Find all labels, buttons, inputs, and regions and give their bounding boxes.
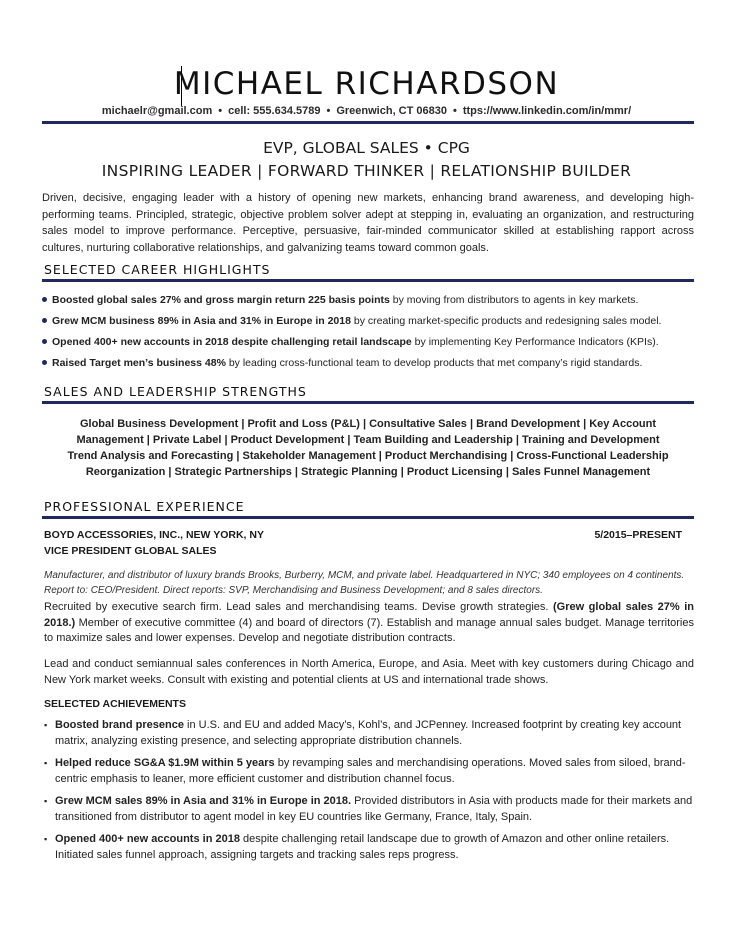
job-title: VICE PRESIDENT GLOBAL SALES [44,545,217,557]
employment-dates: 5/2015–PRESENT [594,529,682,541]
candidate-name: MICHAEL RICHARDSON [173,66,560,102]
strengths-line: Reorganization | Strategic Partnerships | Strategic Planning | Product Licensing | Sales Funnel Management [85,466,651,478]
company-name: BOYD ACCESSORIES, INC., NEW YORK, NY [44,529,264,541]
responsibilities-paragraph [44,600,694,647]
section-title-highlights: SELECTED CAREER HIGHLIGHTS [44,262,271,277]
bullet-icon [42,297,47,302]
achievement-bold: Opened 400+ new accounts in 2018 [55,833,240,845]
email-text: michaelr@gmail.com [101,105,213,117]
responsibilities-paragraph-2: Lead and conduct semiannual sales conferences in North America, Europe, and Asia. Meet with key customers during Chicago and New York market weeks. Consult with existing and potential clients at US and international trade shows. [44,658,694,686]
summary-paragraph: Driven, decisive, engaging leader with a history of opening new markets, enhancing brand awareness, and developing high-performing teams. Principled, strategic, objective problem solver adept at stepping in, evaluating an organization, and restructuring sales model to improve performance. Perceptive, persuasive, fair-minded communicator skilled at establishing rapport across cultures, nurturing collaborative relationships, and galvanizing teams toward common goals. [42,192,694,254]
highlight-bold: Raised Target men’s business 48% [52,357,226,369]
paragraph-text: Recruited by executive search firm. Lead sales and merchandising teams. Devise growth strategies. [44,601,553,613]
highlight-text: by creating market-specific products and redesigning sales model. [350,315,662,327]
bullet-icon: ▪ [44,834,48,844]
strengths-block [44,416,692,480]
achievement-bold: Helped reduce SG&A $1.9M within 5 years [55,757,275,769]
list-item [44,718,694,749]
linkedin-text: ttps://www.linkedin.com/in/mmr/ [462,105,632,117]
highlight-bold: Boosted global sales 27% and gross margin return 225 basis points [52,294,390,306]
paragraph-text: Member of executive committee (4) and board of directors (7). Establish and manage annual sales budget. Manage territories to maximize sales and lower expenses. Develop and negotiate distribution contracts. [44,616,694,644]
section-divider [42,279,694,282]
bullet-icon [42,360,47,365]
bullet-icon: ▪ [44,720,48,730]
achievements-title: SELECTED ACHIEVEMENTS [44,698,186,710]
separator: • [218,105,223,117]
bullet-icon [42,318,47,323]
achievement-text: by revamping sales and merchandising operations. Moved sales from siloed, brand-centric emphasis to leaner, more efficient customer and distribution channel focus. [55,757,686,785]
achievement-bold: Boosted brand presence [55,719,184,731]
bullet-icon: ▪ [44,758,48,768]
list-item [42,334,694,355]
section-title-experience: PROFESSIONAL EXPERIENCE [44,499,245,514]
list-item [42,313,694,334]
bullet-icon: ▪ [44,796,48,806]
headline-title: EVP, GLOBAL SALES • CPG [263,139,470,157]
headline-tagline: INSPIRING LEADER | FORWARD THINKER | RELATIONSHIP BUILDER [101,162,632,180]
highlight-bold: Opened 400+ new accounts in 2018 despite challenging retail landscape [52,336,412,348]
achievement-text: in U.S. and EU and added Macy’s, Kohl’s, and JCPenney. Increased footprint by creating key account matrix, analyzing existing presence, and selecting appropriate distribution channels. [55,719,682,747]
paragraph-bold: (Grew global sales 27% in 2018.) [44,601,694,629]
list-item [44,832,694,863]
list-item [44,794,694,825]
section-divider [42,516,694,519]
achievement-text: despite challenging retail landscape due to growth of Amazon and other online retailers. Initiated sales funnel approach, assigning targets and tracking sales reps progress. [55,833,670,861]
strengths-line: Global Business Development | Profit and Loss (P&L) | Consultative Sales | Brand Development | Key Account [79,418,657,430]
highlight-text: by leading cross-functional team to develop products that met company’s rigid standards. [225,357,643,369]
highlight-bold: Grew MCM business 89% in Asia and 31% in Europe in 2018 [52,315,351,327]
highlight-text: by implementing Key Performance Indicators (KPIs). [411,336,659,348]
separator: • [453,105,457,117]
achievements-list [44,718,694,870]
section-title-strengths: SALES AND LEADERSHIP STRENGTHS [44,384,307,399]
header-divider [42,121,694,124]
company-description: Manufacturer, and distributor of luxury brands Brooks, Burberry, MCM, and private label. Headquartered in NYC; 340 employees on 4 continents. Report to: CEO/President. Direct reports: SVP, Merchandising and Business Development; and 8 sales directors. [44,570,685,596]
strengths-line: Trend Analysis and Forecasting | Stakeholder Management | Product Merchandising | Cross-Functional Leadership [67,450,669,462]
achievement-text: Provided distributors in Asia with products made for their markets and transitioned from distributor to agent model in key EU countries like Germany, France, Italy, Spain. [55,795,693,823]
location-text: Greenwich, CT 06830 [336,105,447,117]
bullet-icon [42,339,47,344]
contact-line [0,105,733,117]
separator: • [326,105,331,117]
achievement-bold: Grew MCM sales 89% in Asia and 31% in Europe in 2018. [55,795,352,807]
list-item [44,756,694,787]
highlights-list [42,292,694,376]
strengths-line: Management | Private Label | Product Development | Team Building and Leadership | Training and Development [76,434,660,446]
highlight-text: by moving from distributors to agents in key markets. [389,294,639,306]
section-divider [42,401,694,404]
list-item [42,292,694,313]
phone-text: cell: 555.634.5789 [228,105,321,117]
list-item [42,355,694,376]
